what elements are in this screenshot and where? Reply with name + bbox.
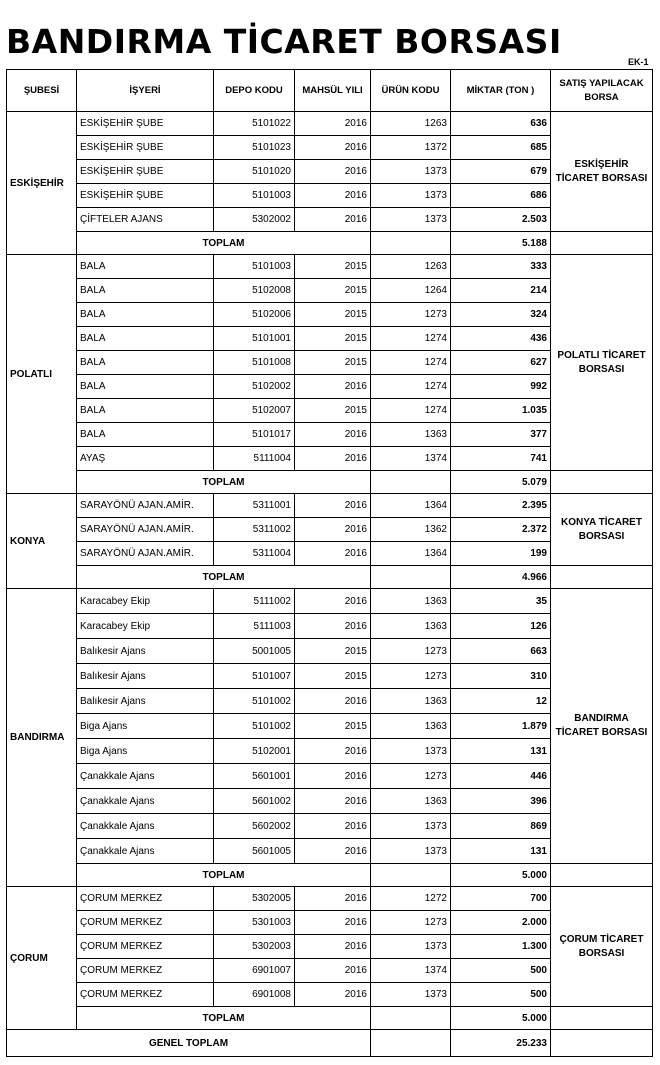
miktar-cell: 1.879 bbox=[451, 714, 551, 739]
miktar-cell: 2.372 bbox=[451, 518, 551, 542]
miktar-cell: 446 bbox=[451, 764, 551, 789]
depo-kodu-cell: 5302002 bbox=[214, 208, 295, 232]
grand-total-row bbox=[7, 1030, 653, 1057]
isyeri-cell: Biga Ajans bbox=[77, 714, 214, 739]
urun-kodu-cell: 1373 bbox=[371, 814, 451, 839]
mahsul-yili-cell: 2016 bbox=[295, 959, 371, 983]
urun-kodu-cell: 1274 bbox=[371, 375, 451, 399]
mahsul-yili-cell: 2016 bbox=[295, 789, 371, 814]
total-label: TOPLAM bbox=[77, 471, 371, 494]
miktar-cell: 131 bbox=[451, 739, 551, 764]
mahsul-yili-cell: 2015 bbox=[295, 399, 371, 423]
isyeri-cell: ESKİŞEHİR ŞUBE bbox=[77, 136, 214, 160]
mahsul-yili-cell: 2015 bbox=[295, 327, 371, 351]
isyeri-cell: BALA bbox=[77, 255, 214, 279]
depo-kodu-cell: 5311002 bbox=[214, 518, 295, 542]
mahsul-yili-cell: 2015 bbox=[295, 255, 371, 279]
empty-cell bbox=[551, 471, 653, 494]
grand-total-label: GENEL TOPLAM bbox=[7, 1030, 371, 1057]
mahsul-yili-cell: 2016 bbox=[295, 112, 371, 136]
table-row bbox=[7, 112, 653, 136]
urun-kodu-cell: 1364 bbox=[371, 494, 451, 518]
miktar-cell: 500 bbox=[451, 959, 551, 983]
isyeri-cell: Çanakkale Ajans bbox=[77, 839, 214, 864]
grand-total-value: 25.233 bbox=[451, 1030, 551, 1057]
isyeri-cell: ÇORUM MERKEZ bbox=[77, 935, 214, 959]
total-row bbox=[7, 566, 653, 589]
depo-kodu-cell: 5101001 bbox=[214, 327, 295, 351]
total-value: 5.079 bbox=[451, 471, 551, 494]
miktar-cell: 324 bbox=[451, 303, 551, 327]
isyeri-cell: Biga Ajans bbox=[77, 739, 214, 764]
urun-kodu-cell: 1274 bbox=[371, 351, 451, 375]
col-borsa: SATIŞ YAPILACAK BORSA bbox=[551, 70, 653, 112]
depo-kodu-cell: 5601001 bbox=[214, 764, 295, 789]
mahsul-yili-cell: 2016 bbox=[295, 542, 371, 566]
isyeri-cell: BALA bbox=[77, 351, 214, 375]
urun-kodu-cell: 1363 bbox=[371, 614, 451, 639]
urun-kodu-cell: 1372 bbox=[371, 136, 451, 160]
mahsul-yili-cell: 2016 bbox=[295, 887, 371, 911]
depo-kodu-cell: 5101003 bbox=[214, 184, 295, 208]
urun-kodu-cell: 1273 bbox=[371, 303, 451, 327]
miktar-cell: 741 bbox=[451, 447, 551, 471]
urun-kodu-cell: 1373 bbox=[371, 739, 451, 764]
mahsul-yili-cell: 2016 bbox=[295, 375, 371, 399]
isyeri-cell: Balıkesir Ajans bbox=[77, 664, 214, 689]
depo-kodu-cell: 5111004 bbox=[214, 447, 295, 471]
col-mahsul-yili: MAHSÜL YILI bbox=[295, 70, 371, 112]
depo-kodu-cell: 5101003 bbox=[214, 255, 295, 279]
sube-name: POLATLI bbox=[7, 255, 77, 494]
isyeri-cell: ÇİFTELER AJANS bbox=[77, 208, 214, 232]
miktar-cell: 869 bbox=[451, 814, 551, 839]
empty-cell bbox=[371, 1007, 451, 1030]
mahsul-yili-cell: 2016 bbox=[295, 739, 371, 764]
urun-kodu-cell: 1273 bbox=[371, 911, 451, 935]
urun-kodu-cell: 1374 bbox=[371, 447, 451, 471]
stock-table bbox=[6, 69, 653, 1057]
mahsul-yili-cell: 2015 bbox=[295, 351, 371, 375]
depo-kodu-cell: 5101023 bbox=[214, 136, 295, 160]
depo-kodu-cell: 5102001 bbox=[214, 739, 295, 764]
urun-kodu-cell: 1274 bbox=[371, 399, 451, 423]
urun-kodu-cell: 1374 bbox=[371, 959, 451, 983]
isyeri-cell: BALA bbox=[77, 423, 214, 447]
col-isyeri: İŞYERİ bbox=[77, 70, 214, 112]
isyeri-cell: BALA bbox=[77, 399, 214, 423]
isyeri-cell: Balıkesir Ajans bbox=[77, 689, 214, 714]
isyeri-cell: BALA bbox=[77, 375, 214, 399]
isyeri-cell: SARAYÖNÜ AJAN.AMİR. bbox=[77, 518, 214, 542]
miktar-cell: 396 bbox=[451, 789, 551, 814]
depo-kodu-cell: 5102006 bbox=[214, 303, 295, 327]
col-miktar: MİKTAR (TON ) bbox=[451, 70, 551, 112]
depo-kodu-cell: 5111002 bbox=[214, 589, 295, 614]
total-value: 5.188 bbox=[451, 232, 551, 255]
mahsul-yili-cell: 2016 bbox=[295, 935, 371, 959]
col-sube: ŞUBESİ bbox=[7, 70, 77, 112]
miktar-cell: 627 bbox=[451, 351, 551, 375]
urun-kodu-cell: 1274 bbox=[371, 327, 451, 351]
empty-cell bbox=[371, 864, 451, 887]
isyeri-cell: ÇORUM MERKEZ bbox=[77, 983, 214, 1007]
urun-kodu-cell: 1263 bbox=[371, 112, 451, 136]
total-label: TOPLAM bbox=[77, 232, 371, 255]
total-value: 4.966 bbox=[451, 566, 551, 589]
mahsul-yili-cell: 2016 bbox=[295, 423, 371, 447]
mahsul-yili-cell: 2016 bbox=[295, 911, 371, 935]
page-title: BANDIRMA TİCARET BORSASI bbox=[6, 22, 562, 61]
empty-cell bbox=[551, 566, 653, 589]
miktar-cell: 214 bbox=[451, 279, 551, 303]
miktar-cell: 2.503 bbox=[451, 208, 551, 232]
urun-kodu-cell: 1373 bbox=[371, 935, 451, 959]
mahsul-yili-cell: 2016 bbox=[295, 160, 371, 184]
depo-kodu-cell: 5101022 bbox=[214, 112, 295, 136]
mahsul-yili-cell: 2016 bbox=[295, 983, 371, 1007]
miktar-cell: 2.395 bbox=[451, 494, 551, 518]
total-label: TOPLAM bbox=[77, 1007, 371, 1030]
depo-kodu-cell: 5102008 bbox=[214, 279, 295, 303]
empty-cell bbox=[371, 566, 451, 589]
miktar-cell: 992 bbox=[451, 375, 551, 399]
depo-kodu-cell: 5101007 bbox=[214, 664, 295, 689]
urun-kodu-cell: 1272 bbox=[371, 887, 451, 911]
depo-kodu-cell: 5111003 bbox=[214, 614, 295, 639]
isyeri-cell: Balıkesir Ajans bbox=[77, 639, 214, 664]
urun-kodu-cell: 1363 bbox=[371, 789, 451, 814]
miktar-cell: 663 bbox=[451, 639, 551, 664]
mahsul-yili-cell: 2015 bbox=[295, 714, 371, 739]
urun-kodu-cell: 1364 bbox=[371, 542, 451, 566]
mahsul-yili-cell: 2015 bbox=[295, 664, 371, 689]
isyeri-cell: Karacabey Ekip bbox=[77, 589, 214, 614]
miktar-cell: 686 bbox=[451, 184, 551, 208]
mahsul-yili-cell: 2016 bbox=[295, 614, 371, 639]
depo-kodu-cell: 5102002 bbox=[214, 375, 295, 399]
isyeri-cell: Çanakkale Ajans bbox=[77, 789, 214, 814]
isyeri-cell: Çanakkale Ajans bbox=[77, 764, 214, 789]
isyeri-cell: Karacabey Ekip bbox=[77, 614, 214, 639]
depo-kodu-cell: 5001005 bbox=[214, 639, 295, 664]
depo-kodu-cell: 5602002 bbox=[214, 814, 295, 839]
sube-name: KONYA bbox=[7, 494, 77, 589]
empty-cell bbox=[551, 232, 653, 255]
urun-kodu-cell: 1373 bbox=[371, 208, 451, 232]
miktar-cell: 35 bbox=[451, 589, 551, 614]
urun-kodu-cell: 1264 bbox=[371, 279, 451, 303]
isyeri-cell: SARAYÖNÜ AJAN.AMİR. bbox=[77, 494, 214, 518]
depo-kodu-cell: 6901007 bbox=[214, 959, 295, 983]
mahsul-yili-cell: 2016 bbox=[295, 839, 371, 864]
isyeri-cell: ÇORUM MERKEZ bbox=[77, 887, 214, 911]
isyeri-cell: ESKİŞEHİR ŞUBE bbox=[77, 160, 214, 184]
depo-kodu-cell: 5311004 bbox=[214, 542, 295, 566]
sube-name: ESKİŞEHİR bbox=[7, 112, 77, 255]
depo-kodu-cell: 5601002 bbox=[214, 789, 295, 814]
urun-kodu-cell: 1373 bbox=[371, 983, 451, 1007]
urun-kodu-cell: 1363 bbox=[371, 714, 451, 739]
table-row bbox=[7, 494, 653, 518]
depo-kodu-cell: 5601005 bbox=[214, 839, 295, 864]
miktar-cell: 436 bbox=[451, 327, 551, 351]
mahsul-yili-cell: 2015 bbox=[295, 639, 371, 664]
ek-label: EK-1 bbox=[628, 57, 649, 67]
mahsul-yili-cell: 2016 bbox=[295, 447, 371, 471]
miktar-cell: 679 bbox=[451, 160, 551, 184]
total-row bbox=[7, 232, 653, 255]
miktar-cell: 636 bbox=[451, 112, 551, 136]
urun-kodu-cell: 1362 bbox=[371, 518, 451, 542]
miktar-cell: 12 bbox=[451, 689, 551, 714]
urun-kodu-cell: 1373 bbox=[371, 184, 451, 208]
mahsul-yili-cell: 2016 bbox=[295, 689, 371, 714]
empty-cell bbox=[371, 1030, 451, 1057]
urun-kodu-cell: 1363 bbox=[371, 589, 451, 614]
mahsul-yili-cell: 2016 bbox=[295, 184, 371, 208]
miktar-cell: 126 bbox=[451, 614, 551, 639]
mahsul-yili-cell: 2016 bbox=[295, 814, 371, 839]
depo-kodu-cell: 5301003 bbox=[214, 911, 295, 935]
depo-kodu-cell: 5101002 bbox=[214, 714, 295, 739]
table-row bbox=[7, 255, 653, 279]
depo-kodu-cell: 5101008 bbox=[214, 351, 295, 375]
empty-cell bbox=[551, 864, 653, 887]
mahsul-yili-cell: 2016 bbox=[295, 136, 371, 160]
mahsul-yili-cell: 2015 bbox=[295, 303, 371, 327]
isyeri-cell: BALA bbox=[77, 279, 214, 303]
urun-kodu-cell: 1373 bbox=[371, 160, 451, 184]
empty-cell bbox=[371, 232, 451, 255]
isyeri-cell: ÇORUM MERKEZ bbox=[77, 959, 214, 983]
col-urun-kodu: ÜRÜN KODU bbox=[371, 70, 451, 112]
mahsul-yili-cell: 2015 bbox=[295, 279, 371, 303]
mahsul-yili-cell: 2016 bbox=[295, 494, 371, 518]
urun-kodu-cell: 1273 bbox=[371, 764, 451, 789]
miktar-cell: 333 bbox=[451, 255, 551, 279]
miktar-cell: 1.035 bbox=[451, 399, 551, 423]
miktar-cell: 685 bbox=[451, 136, 551, 160]
depo-kodu-cell: 5302005 bbox=[214, 887, 295, 911]
depo-kodu-cell: 5101020 bbox=[214, 160, 295, 184]
sube-name: BANDIRMA bbox=[7, 589, 77, 887]
borsa-name: KONYA TİCARET BORSASI bbox=[551, 494, 653, 566]
header-row bbox=[7, 70, 653, 112]
depo-kodu-cell: 5101002 bbox=[214, 689, 295, 714]
urun-kodu-cell: 1363 bbox=[371, 423, 451, 447]
urun-kodu-cell: 1263 bbox=[371, 255, 451, 279]
urun-kodu-cell: 1273 bbox=[371, 664, 451, 689]
total-label: TOPLAM bbox=[77, 864, 371, 887]
col-depo-kodu: DEPO KODU bbox=[214, 70, 295, 112]
total-row bbox=[7, 471, 653, 494]
total-value: 5.000 bbox=[451, 864, 551, 887]
total-row bbox=[7, 864, 653, 887]
borsa-name: ESKİŞEHİR TİCARET BORSASI bbox=[551, 112, 653, 232]
miktar-cell: 1.300 bbox=[451, 935, 551, 959]
table-row bbox=[7, 887, 653, 911]
miktar-cell: 377 bbox=[451, 423, 551, 447]
empty-cell bbox=[371, 471, 451, 494]
depo-kodu-cell: 5101017 bbox=[214, 423, 295, 447]
isyeri-cell: ÇORUM MERKEZ bbox=[77, 911, 214, 935]
mahsul-yili-cell: 2016 bbox=[295, 589, 371, 614]
urun-kodu-cell: 1273 bbox=[371, 639, 451, 664]
isyeri-cell: ESKİŞEHİR ŞUBE bbox=[77, 184, 214, 208]
borsa-name: POLATLI TİCARET BORSASI bbox=[551, 255, 653, 471]
miktar-cell: 700 bbox=[451, 887, 551, 911]
total-label: TOPLAM bbox=[77, 566, 371, 589]
isyeri-cell: AYAŞ bbox=[77, 447, 214, 471]
empty-cell bbox=[551, 1007, 653, 1030]
sube-name: ÇORUM bbox=[7, 887, 77, 1030]
borsa-name: ÇORUM TİCARET BORSASI bbox=[551, 887, 653, 1007]
depo-kodu-cell: 5302003 bbox=[214, 935, 295, 959]
depo-kodu-cell: 6901008 bbox=[214, 983, 295, 1007]
miktar-cell: 2.000 bbox=[451, 911, 551, 935]
miktar-cell: 131 bbox=[451, 839, 551, 864]
total-value: 5.000 bbox=[451, 1007, 551, 1030]
mahsul-yili-cell: 2016 bbox=[295, 518, 371, 542]
miktar-cell: 500 bbox=[451, 983, 551, 1007]
urun-kodu-cell: 1363 bbox=[371, 689, 451, 714]
depo-kodu-cell: 5102007 bbox=[214, 399, 295, 423]
urun-kodu-cell: 1373 bbox=[371, 839, 451, 864]
mahsul-yili-cell: 2016 bbox=[295, 208, 371, 232]
miktar-cell: 199 bbox=[451, 542, 551, 566]
depo-kodu-cell: 5311001 bbox=[214, 494, 295, 518]
isyeri-cell: BALA bbox=[77, 327, 214, 351]
borsa-name: BANDIRMA TİCARET BORSASI bbox=[551, 589, 653, 864]
isyeri-cell: ESKİŞEHİR ŞUBE bbox=[77, 112, 214, 136]
isyeri-cell: Çanakkale Ajans bbox=[77, 814, 214, 839]
empty-cell bbox=[551, 1030, 653, 1057]
table-row bbox=[7, 589, 653, 614]
miktar-cell: 310 bbox=[451, 664, 551, 689]
mahsul-yili-cell: 2016 bbox=[295, 764, 371, 789]
total-row bbox=[7, 1007, 653, 1030]
isyeri-cell: SARAYÖNÜ AJAN.AMİR. bbox=[77, 542, 214, 566]
isyeri-cell: BALA bbox=[77, 303, 214, 327]
